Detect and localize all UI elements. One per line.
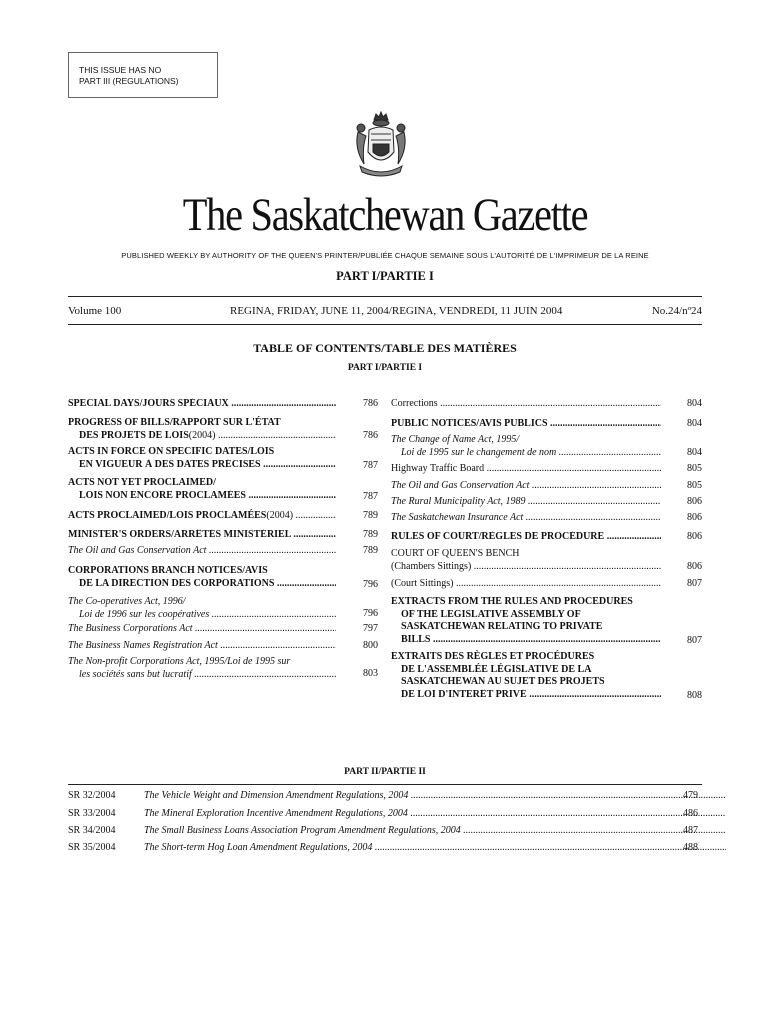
toc-right-3-label: Highway Traffic Board ..... [391, 463, 661, 476]
part2-2-page: 487 [683, 825, 698, 836]
toc-right-7-label: RULES OF COURT/RÈGLES DE PROCÉDURE ..... [391, 531, 661, 544]
notice-line-2: PART III (REGULATIONS) [79, 76, 179, 86]
toc-left-9-page: 797 [363, 623, 378, 634]
toc-right-11-line4: DE LOI D'INTERÊT PRIVÉ ..... [401, 689, 661, 702]
part2-3-page: 488 [683, 842, 698, 853]
part2-0-page: 479 [683, 790, 698, 801]
toc-left-1-suffix: (2004) ..... [189, 430, 336, 443]
toc-left-entry[interactable] [68, 417, 378, 442]
toc-left-0-label: SPECIAL DAYS/JOURS SPÉCIAUX ..... [68, 398, 336, 411]
part-heading: PART I/PARTIE I [336, 269, 434, 283]
bottom-rule [68, 324, 702, 325]
top-rule [68, 296, 702, 297]
toc-left-11-page: 803 [363, 668, 378, 679]
toc-left-6-page: 789 [363, 545, 378, 556]
toc-right-6-label: The Saskatchewan Insurance Act ..... [391, 512, 661, 525]
toc-right-entry[interactable] [391, 480, 702, 493]
part2-0-sr: SR 32/2004 [68, 790, 116, 801]
toc-left-11-line1: The Non-profit Corporations Act, 1995/Loi de 1995 sur [68, 656, 291, 667]
toc-left-entry[interactable] [68, 596, 378, 621]
toc-left-3-line2: LOIS NON ENCORE PROCLAMÉES ..... [79, 490, 336, 503]
published-authority-line: PUBLISHED WEEKLY BY AUTHORITY OF THE QUEEN'S PRINTER/PUBLIÉE CHAQUE SEMAINE SOUS L'AUTORITÉ DE L'IMPRIMEUR DE LA REINE [121, 251, 649, 260]
toc-right-11-line3: SASKATCHEWAN AU SUJET DES PROJETS [401, 676, 605, 687]
part2-1-sr: SR 33/2004 [68, 808, 116, 819]
toc-left-entry[interactable] [68, 477, 378, 502]
toc-right-entry[interactable] [391, 512, 702, 525]
toc-left-11-line2: les sociétés sans but lucratif ..... [79, 669, 336, 682]
toc-right-7-page: 806 [687, 531, 702, 542]
issue-date: REGINA, FRIDAY, JUNE 11, 2004/REGINA, VENDREDI, 11 JUIN 2004 [230, 305, 563, 317]
toc-left-entry[interactable] [68, 398, 378, 411]
toc-left-3-page: 787 [363, 491, 378, 502]
toc-left-2-line1: ACTS IN FORCE ON SPECIFIC DATES/LOIS [68, 446, 275, 457]
toc-right-9-label: (Court Sittings) ..... [391, 578, 661, 591]
toc-left-8-line2: Loi de 1996 sur les coopératives ..... [79, 609, 336, 622]
gazette-title: The Saskatchewan Gazette [182, 189, 588, 241]
toc-left-4-suffix: (2004) ..... [266, 510, 336, 523]
part2-2-sr: SR 34/2004 [68, 825, 116, 836]
toc-left-7-page: 796 [363, 579, 378, 590]
toc-left-8-line1: The Co-operatives Act, 1996/ [68, 596, 186, 607]
toc-left-entry[interactable] [68, 623, 378, 636]
toc-right-5-label: The Rural Municipality Act, 1989 ..... [391, 496, 661, 509]
toc-left-entry[interactable] [68, 656, 378, 681]
toc-left-6-label: The Oil and Gas Conservation Act ..... [68, 545, 336, 558]
toc-left-entry[interactable] [68, 529, 378, 542]
toc-right-entry[interactable] [391, 434, 702, 459]
toc-left-1-line2: DES PROJETS DE LOIS [79, 429, 189, 441]
toc-right-8-line1: COURT OF QUEEN'S BENCH [391, 548, 520, 559]
toc-right-8-line2: (Chambers Sittings) ..... [391, 561, 661, 574]
toc-left-4-label: ACTS PROCLAIMED/LOIS PROCLAMÉES [68, 510, 267, 521]
toc-right-entry[interactable] [391, 496, 702, 509]
toc-right-10-page: 807 [687, 635, 702, 646]
toc-right-2-page: 804 [687, 447, 702, 458]
toc-right-5-page: 806 [687, 496, 702, 507]
toc-left-2-page: 787 [363, 460, 378, 471]
toc-right-entry[interactable] [391, 463, 702, 476]
toc-right-0-label: Corrections ..... [391, 398, 661, 411]
toc-right-11-page: 808 [687, 690, 702, 701]
toc-right-entry[interactable] [391, 531, 702, 544]
part2-rule [68, 784, 702, 785]
toc-left-1-page: 786 [363, 430, 378, 441]
toc-right-2-line1: The Change of Name Act, 1995/ [391, 434, 520, 445]
issue-number: No.24/nº24 [651, 305, 702, 317]
toc-part2-heading: PART II/PARTIE II [344, 767, 426, 777]
toc-left-4-page: 789 [363, 510, 378, 521]
toc-right-10-line3: SASKATCHEWAN RELATING TO PRIVATE [401, 621, 603, 632]
toc-right-entry[interactable] [391, 651, 702, 701]
toc-right-11-line2: DE L'ASSEMBLÉE LÉGISLATIVE DE LA [401, 663, 592, 675]
toc-left-9-label: The Business Corporations Act ..... [68, 623, 336, 636]
toc-left-entry[interactable] [68, 545, 378, 558]
coat-of-arms-icon [352, 108, 410, 180]
toc-right-6-page: 806 [687, 512, 702, 523]
toc-left-5-label: MINISTER'S ORDERS/ARRÊTÉS MINISTÉRIEL ..... [68, 529, 336, 542]
toc-right-10-line1: EXTRACTS FROM THE RULES AND PROCEDURES [391, 596, 633, 607]
toc-right-entry[interactable] [391, 398, 702, 411]
toc-left-0-page: 786 [363, 398, 378, 409]
toc-right-3-page: 805 [687, 463, 702, 474]
part2-1-page: 486 [683, 808, 698, 819]
part2-3-title: The Short-term Hog Loan Amendment Regulations, 2004 ..... [144, 842, 726, 854]
toc-right-entry[interactable] [391, 418, 702, 431]
toc-left-entry[interactable] [68, 446, 378, 471]
part2-0-title: The Vehicle Weight and Dimension Amendment Regulations, 2004 ..... [144, 790, 726, 802]
toc-left-1-line1: PROGRESS OF BILLS/RAPPORT SUR L'ÉTAT [68, 417, 281, 428]
toc-right-2-line2: Loi de 1995 sur le changement de nom ..... [401, 447, 661, 460]
notice-line-1: THIS ISSUE HAS NO [79, 65, 162, 75]
toc-left-7-line2: DE LA DIRECTION DES CORPORATIONS ..... [79, 578, 336, 591]
toc-left-10-page: 800 [363, 640, 378, 651]
toc-left-entry[interactable] [68, 640, 378, 653]
toc-right-4-label: The Oil and Gas Conservation Act ..... [391, 480, 661, 493]
toc-right-entry[interactable] [391, 548, 702, 573]
toc-right-entry[interactable] [391, 578, 702, 591]
toc-left-5-page: 789 [363, 529, 378, 540]
part2-3-sr: SR 35/2004 [68, 842, 116, 853]
toc-right-entry[interactable] [391, 596, 702, 646]
part2-2-title: The Small Business Loans Association Program Amendment Regulations, 2004 ..... [144, 825, 726, 837]
toc-right-8-page: 806 [687, 561, 702, 572]
toc-part1-heading: PART I/PARTIE I [347, 363, 423, 373]
toc-left-8-page: 796 [363, 608, 378, 619]
toc-right-0-page: 804 [687, 398, 702, 409]
no-part-iii-notice [68, 52, 218, 98]
toc-left-entry[interactable] [68, 565, 378, 590]
toc-right-4-page: 805 [687, 480, 702, 491]
toc-left-2-line2: EN VIGUEUR À DES DATES PRÉCISES ..... [79, 459, 336, 472]
toc-right-9-page: 807 [687, 578, 702, 589]
toc-right-1-label: PUBLIC NOTICES/AVIS PUBLICS ..... [391, 418, 661, 431]
toc-right-11-line1: EXTRAITS DES RÈGLES ET PROCÉDURES [391, 651, 595, 662]
toc-left-3-line1: ACTS NOT YET PROCLAIMED/ [68, 477, 216, 488]
part2-1-title: The Mineral Exploration Incentive Amendment Regulations, 2004 ..... [144, 808, 726, 820]
toc-right-10-line4: BILLS ..... [401, 634, 661, 647]
toc-right-10-line2: OF THE LEGISLATIVE ASSEMBLY OF [401, 608, 581, 620]
toc-right-1-page: 804 [687, 418, 702, 429]
toc-title: TABLE OF CONTENTS/TABLE DES MATIÈRES [253, 341, 517, 355]
toc-left-10-label: The Business Names Registration Act ..... [68, 640, 336, 653]
toc-left-7-line1: CORPORATIONS BRANCH NOTICES/AVIS [68, 565, 268, 576]
volume-label: Volume 100 [68, 305, 122, 317]
toc-left-entry[interactable] [68, 510, 378, 523]
